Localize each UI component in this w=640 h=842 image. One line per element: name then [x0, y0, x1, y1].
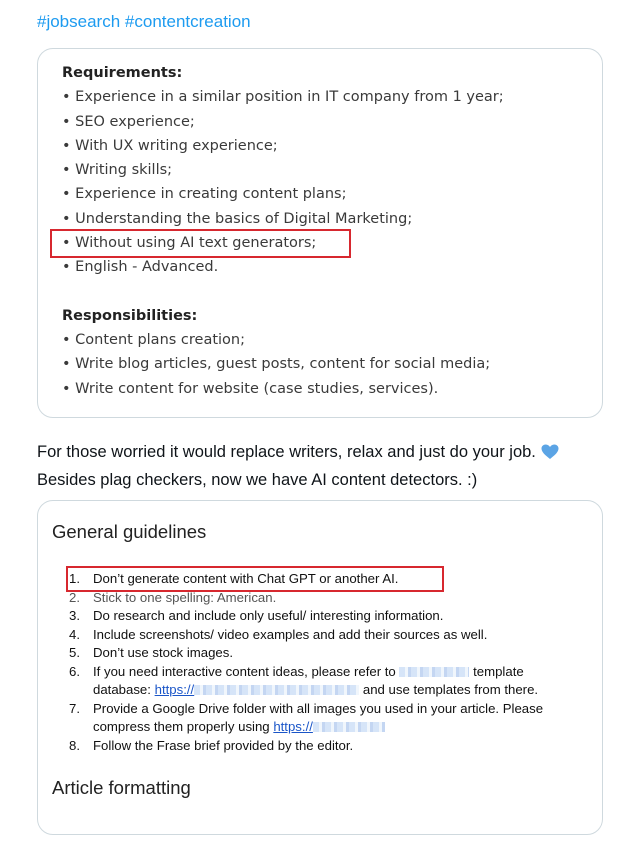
- compression-tool-link[interactable]: [273, 719, 385, 734]
- item-text: template: [473, 663, 524, 679]
- red-highlight-box: [66, 566, 444, 592]
- red-highlight-box: [50, 229, 351, 258]
- item-number: 6.: [69, 663, 80, 679]
- blue-heart-icon: [541, 443, 559, 468]
- requirements-image[interactable]: [37, 48, 603, 418]
- article-formatting-heading: Article formatting: [52, 777, 191, 798]
- responsibilities-heading: Responsibilities:: [62, 307, 198, 324]
- item-number: 4.: [69, 626, 80, 642]
- tweet-line-1-text: For those worried it would replace writers, relax and just do your job.: [37, 443, 536, 461]
- requirement-item: • Understanding the basics of Digital Marketing;: [62, 207, 504, 231]
- guideline-item: [69, 737, 579, 756]
- guideline-item: [69, 644, 579, 663]
- tweet-text: [37, 440, 607, 493]
- link-text: https://: [154, 682, 195, 697]
- item-number: 7.: [69, 700, 80, 716]
- item-number: 3.: [69, 608, 80, 623]
- tweet-line-2: Besides plag checkers, now we have AI content detectors. :): [37, 471, 478, 489]
- item-text: and use templates from there.: [362, 682, 539, 697]
- redacted-link: [194, 685, 359, 695]
- guidelines-image[interactable]: [37, 500, 603, 835]
- item-text: Don’t use stock images.: [93, 645, 233, 660]
- responsibility-item: • Content plans creation;: [62, 328, 504, 352]
- guideline-item: [69, 626, 579, 645]
- tweet-line-1: [37, 440, 607, 468]
- link-text: https://: [273, 719, 313, 734]
- requirement-item: • SEO experience;: [62, 110, 504, 134]
- requirement-item: • Experience in a similar position in IT company from 1 year;: [62, 85, 504, 109]
- requirement-item: • With UX writing experience;: [62, 134, 504, 158]
- requirement-item: • Experience in creating content plans;: [62, 182, 504, 206]
- spacer: [62, 280, 504, 304]
- item-text: Provide a Google Drive folder with all images you used in your article. Please: [93, 700, 544, 716]
- guidelines-list: [69, 570, 579, 755]
- hashtags: [37, 12, 251, 32]
- item-text: If you need interactive content ideas, please refer to: [93, 663, 396, 679]
- item-text: Follow the Frase brief provided by the editor.: [93, 737, 354, 753]
- responsibility-item: • Write blog articles, guest posts, content for social media;: [62, 352, 504, 376]
- item-number: 8.: [69, 737, 80, 753]
- item-number: 2.: [69, 589, 80, 605]
- responsibility-item: • Write content for website (case studies, services).: [62, 377, 504, 401]
- redacted-link: [313, 722, 385, 732]
- item-text: Do research and include only useful/ interesting information.: [93, 608, 444, 623]
- item-text: database:: [93, 682, 151, 697]
- guideline-item: [69, 700, 579, 737]
- item-text: Don’t generate content with Chat GPT or another AI.: [93, 571, 399, 586]
- requirement-item: • English - Advanced.: [62, 255, 504, 279]
- redacted-text: [399, 667, 469, 677]
- guideline-item: [69, 607, 579, 626]
- requirements-heading: Requirements:: [62, 65, 183, 81]
- general-guidelines-heading: General guidelines: [52, 521, 207, 542]
- item-text: Include screenshots/ video examples and add their sources as well.: [93, 626, 488, 642]
- requirement-item-highlighted: • Without using AI text generators;: [62, 231, 504, 255]
- item-number: 5.: [69, 645, 80, 660]
- hashtag-contentcreation[interactable]: #contentcreation: [124, 12, 251, 31]
- item-text: Stick to one spelling: American.: [93, 589, 277, 605]
- template-database-link[interactable]: [155, 682, 360, 697]
- item-text: compress them properly using: [93, 719, 270, 734]
- item-number: 1.: [69, 571, 80, 586]
- guideline-item: [69, 663, 579, 700]
- hashtag-jobsearch[interactable]: #jobsearch: [37, 12, 121, 31]
- requirement-item: • Writing skills;: [62, 158, 504, 182]
